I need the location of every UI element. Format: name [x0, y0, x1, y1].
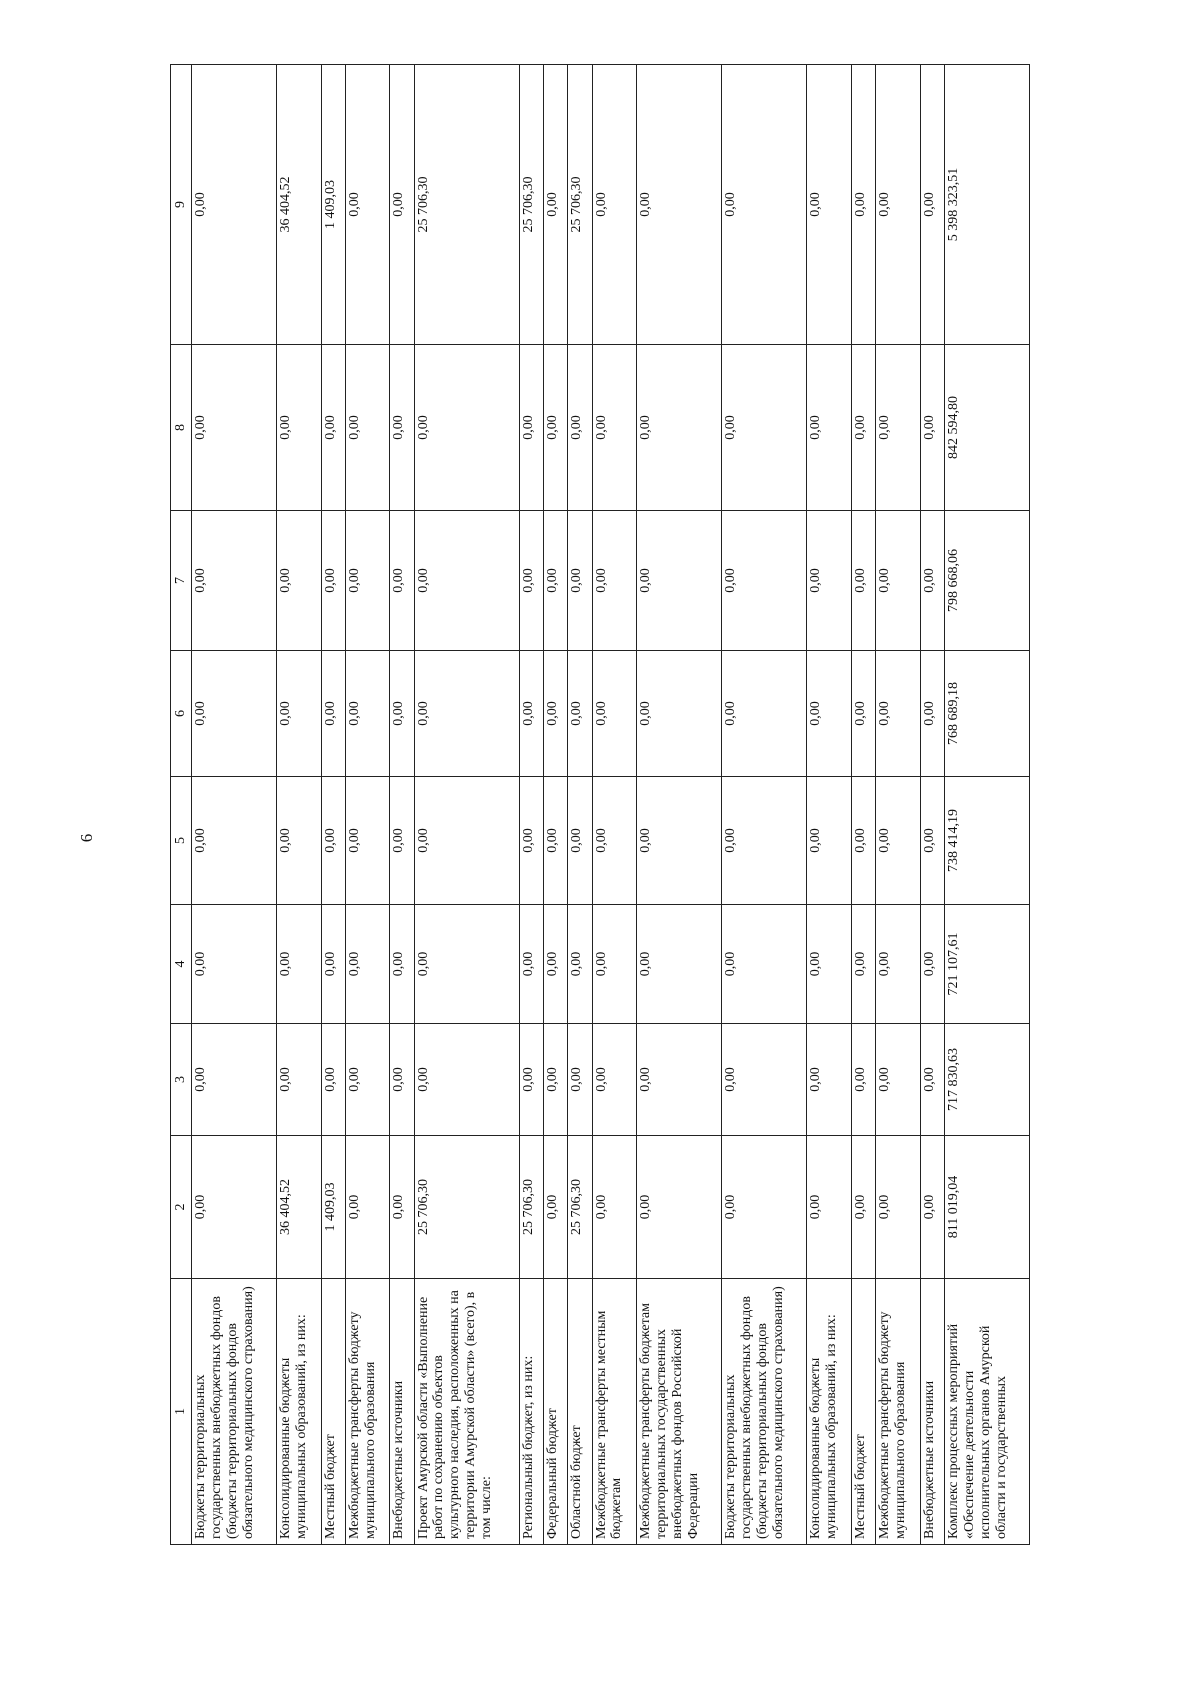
cell-value: 0,00 [390, 65, 414, 345]
cell-value: 25 706,30 [568, 1136, 592, 1279]
cell-value: 811 019,04 [944, 1136, 1029, 1279]
cell-value: 0,00 [851, 777, 875, 905]
cell-value: 0,00 [876, 65, 921, 345]
row-label: Межбюджетные трансферты бюджетам территориальных государственных внебюджетных фондов Российской Федерации [637, 1279, 722, 1545]
cell-value: 25 706,30 [520, 65, 544, 345]
cell-value: 0,00 [851, 1024, 875, 1136]
cell-value: 721 107,61 [944, 905, 1029, 1024]
table-row [192, 65, 277, 1545]
cell-value: 0,00 [920, 1024, 944, 1136]
cell-value: 0,00 [807, 65, 852, 345]
cell-value: 0,00 [321, 345, 345, 511]
cell-value: 0,00 [592, 905, 637, 1024]
cell-value: 0,00 [637, 651, 722, 777]
cell-value: 0,00 [807, 905, 852, 1024]
cell-value: 0,00 [277, 511, 322, 651]
row-label: Комплекс процессных мероприятий «Обеспечение деятельности исполнительных органов Амурской области и государственных [944, 1279, 1029, 1545]
cell-value: 0,00 [592, 651, 637, 777]
cell-value: 0,00 [920, 651, 944, 777]
column-header: 1 [171, 1279, 192, 1545]
cell-value: 0,00 [414, 511, 520, 651]
cell-value: 0,00 [851, 905, 875, 1024]
row-label: Местный бюджет [851, 1279, 875, 1545]
cell-value: 0,00 [876, 345, 921, 511]
cell-value: 0,00 [277, 1024, 322, 1136]
row-label: Консолидированные бюджеты муниципальных образований, из них: [807, 1279, 852, 1545]
cell-value: 0,00 [345, 511, 390, 651]
row-label: Областной бюджет [568, 1279, 592, 1545]
cell-value: 0,00 [851, 65, 875, 345]
cell-value: 0,00 [414, 651, 520, 777]
cell-value: 0,00 [592, 345, 637, 511]
table-row [345, 65, 390, 1545]
cell-value: 0,00 [592, 511, 637, 651]
cell-value: 0,00 [544, 777, 568, 905]
cell-value: 0,00 [722, 511, 807, 651]
row-label: Бюджеты территориальных государственных внебюджетных фондов (бюджеты территориальных фондов обязательного медицинского страхования) [722, 1279, 807, 1545]
cell-value: 0,00 [345, 345, 390, 511]
cell-value: 0,00 [414, 1024, 520, 1136]
cell-value: 0,00 [851, 511, 875, 651]
cell-value: 0,00 [544, 905, 568, 1024]
cell-value: 0,00 [876, 1136, 921, 1279]
cell-value: 0,00 [192, 345, 277, 511]
cell-value: 25 706,30 [414, 1136, 520, 1279]
cell-value: 0,00 [851, 345, 875, 511]
cell-value: 0,00 [192, 777, 277, 905]
cell-value: 0,00 [592, 1136, 637, 1279]
cell-value: 0,00 [568, 1024, 592, 1136]
cell-value: 0,00 [568, 905, 592, 1024]
cell-value: 0,00 [637, 905, 722, 1024]
cell-value: 0,00 [637, 1024, 722, 1136]
cell-value: 0,00 [345, 651, 390, 777]
cell-value: 0,00 [807, 511, 852, 651]
cell-value: 0,00 [544, 1136, 568, 1279]
cell-value: 0,00 [345, 1024, 390, 1136]
cell-value: 0,00 [568, 511, 592, 651]
cell-value: 0,00 [876, 777, 921, 905]
table-row [544, 65, 568, 1545]
cell-value: 0,00 [807, 345, 852, 511]
cell-value: 0,00 [520, 651, 544, 777]
cell-value: 0,00 [544, 345, 568, 511]
cell-value: 0,00 [277, 651, 322, 777]
table-row [920, 65, 944, 1545]
table-row [944, 65, 1029, 1545]
cell-value: 0,00 [722, 777, 807, 905]
cell-value: 0,00 [722, 1136, 807, 1279]
cell-value: 0,00 [390, 345, 414, 511]
cell-value: 0,00 [807, 777, 852, 905]
column-header: 4 [171, 905, 192, 1024]
cell-value: 0,00 [722, 65, 807, 345]
table-row [414, 65, 520, 1545]
cell-value: 0,00 [345, 905, 390, 1024]
row-label: Внебюджетные источники [390, 1279, 414, 1545]
cell-value: 0,00 [345, 777, 390, 905]
cell-value: 0,00 [722, 345, 807, 511]
cell-value: 0,00 [920, 1136, 944, 1279]
cell-value: 0,00 [637, 777, 722, 905]
cell-value: 0,00 [321, 905, 345, 1024]
cell-value: 0,00 [414, 345, 520, 511]
row-label: Федеральный бюджет [544, 1279, 568, 1545]
cell-value: 0,00 [192, 651, 277, 777]
cell-value: 5 398 323,51 [944, 65, 1029, 345]
cell-value: 0,00 [345, 1136, 390, 1279]
column-header: 6 [171, 651, 192, 777]
cell-value: 0,00 [920, 777, 944, 905]
cell-value: 0,00 [592, 1024, 637, 1136]
cell-value: 0,00 [637, 1136, 722, 1279]
cell-value: 0,00 [807, 651, 852, 777]
cell-value: 0,00 [321, 1024, 345, 1136]
column-header: 3 [171, 1024, 192, 1136]
cell-value: 36 404,52 [277, 65, 322, 345]
row-label: Бюджеты территориальных государственных внебюджетных фондов (бюджеты территориальных фондов обязательного медицинского страхования) [192, 1279, 277, 1545]
table-row [277, 65, 322, 1545]
cell-value: 0,00 [722, 1024, 807, 1136]
cell-value: 1 409,03 [321, 1136, 345, 1279]
table-row [637, 65, 722, 1545]
cell-value: 0,00 [192, 905, 277, 1024]
cell-value: 0,00 [920, 345, 944, 511]
row-label: Региональный бюджет, из них: [520, 1279, 544, 1545]
cell-value: 36 404,52 [277, 1136, 322, 1279]
cell-value: 0,00 [345, 65, 390, 345]
row-label: Консолидированные бюджеты муниципальных образований, из них: [277, 1279, 322, 1545]
cell-value: 25 706,30 [520, 1136, 544, 1279]
cell-value: 25 706,30 [568, 65, 592, 345]
cell-value: 0,00 [192, 511, 277, 651]
cell-value: 0,00 [390, 1024, 414, 1136]
cell-value: 0,00 [920, 905, 944, 1024]
table-row [851, 65, 875, 1545]
cell-value: 0,00 [722, 651, 807, 777]
cell-value: 1 409,03 [321, 65, 345, 345]
cell-value: 25 706,30 [414, 65, 520, 345]
table-header-row [171, 65, 192, 1545]
cell-value: 0,00 [920, 65, 944, 345]
row-label: Межбюджетные трансферты местным бюджетам [592, 1279, 637, 1545]
cell-value: 0,00 [876, 511, 921, 651]
cell-value: 0,00 [321, 777, 345, 905]
cell-value: 717 830,63 [944, 1024, 1029, 1136]
cell-value: 798 668,06 [944, 511, 1029, 651]
cell-value: 0,00 [414, 905, 520, 1024]
cell-value: 0,00 [277, 777, 322, 905]
cell-value: 0,00 [544, 1024, 568, 1136]
rotated-table-container [170, 65, 1030, 1545]
cell-value: 0,00 [920, 511, 944, 651]
cell-value: 0,00 [390, 905, 414, 1024]
cell-value: 0,00 [520, 905, 544, 1024]
column-header: 7 [171, 511, 192, 651]
cell-value: 0,00 [568, 651, 592, 777]
cell-value: 0,00 [544, 511, 568, 651]
cell-value: 0,00 [568, 345, 592, 511]
cell-value: 738 414,19 [944, 777, 1029, 905]
cell-value: 0,00 [544, 65, 568, 345]
row-label: Проект Амурской области «Выполнение работ по сохранению объектов культурного наследия, расположенных на территории Амурской области» (всего), в том числе: [414, 1279, 520, 1545]
table-row [807, 65, 852, 1545]
table-row [390, 65, 414, 1545]
cell-value: 0,00 [592, 777, 637, 905]
cell-value: 0,00 [722, 905, 807, 1024]
row-label: Межбюджетные трансферты бюджету муниципального образования [876, 1279, 921, 1545]
cell-value: 0,00 [321, 651, 345, 777]
cell-value: 0,00 [876, 1024, 921, 1136]
column-header: 2 [171, 1136, 192, 1279]
cell-value: 0,00 [520, 345, 544, 511]
cell-value: 842 594,80 [944, 345, 1029, 511]
cell-value: 0,00 [321, 511, 345, 651]
cell-value: 0,00 [390, 511, 414, 651]
table-row [876, 65, 921, 1545]
cell-value: 0,00 [851, 651, 875, 777]
row-label: Местный бюджет [321, 1279, 345, 1545]
table-row [568, 65, 592, 1545]
column-header: 9 [171, 65, 192, 345]
cell-value: 0,00 [807, 1024, 852, 1136]
cell-value: 0,00 [568, 777, 592, 905]
cell-value: 0,00 [390, 777, 414, 905]
column-header: 5 [171, 777, 192, 905]
table-row [722, 65, 807, 1545]
cell-value: 0,00 [390, 651, 414, 777]
column-header: 8 [171, 345, 192, 511]
cell-value: 0,00 [592, 65, 637, 345]
cell-value: 0,00 [851, 1136, 875, 1279]
cell-value: 0,00 [807, 1136, 852, 1279]
table-row [592, 65, 637, 1545]
cell-value: 0,00 [192, 65, 277, 345]
cell-value: 0,00 [192, 1136, 277, 1279]
cell-value: 0,00 [876, 651, 921, 777]
cell-value: 0,00 [520, 777, 544, 905]
cell-value: 0,00 [876, 905, 921, 1024]
cell-value: 0,00 [414, 777, 520, 905]
cell-value: 0,00 [520, 511, 544, 651]
cell-value: 0,00 [277, 345, 322, 511]
page-number: 6 [77, 833, 96, 843]
cell-value: 0,00 [390, 1136, 414, 1279]
cell-value: 0,00 [637, 65, 722, 345]
cell-value: 0,00 [520, 1024, 544, 1136]
budget-table [170, 64, 1030, 1545]
cell-value: 0,00 [192, 1024, 277, 1136]
row-label: Внебюджетные источники [920, 1279, 944, 1545]
cell-value: 0,00 [637, 511, 722, 651]
cell-value: 768 689,18 [944, 651, 1029, 777]
row-label: Межбюджетные трансферты бюджету муниципального образования [345, 1279, 390, 1545]
cell-value: 0,00 [277, 905, 322, 1024]
table-row [520, 65, 544, 1545]
cell-value: 0,00 [637, 345, 722, 511]
cell-value: 0,00 [544, 651, 568, 777]
table-row [321, 65, 345, 1545]
